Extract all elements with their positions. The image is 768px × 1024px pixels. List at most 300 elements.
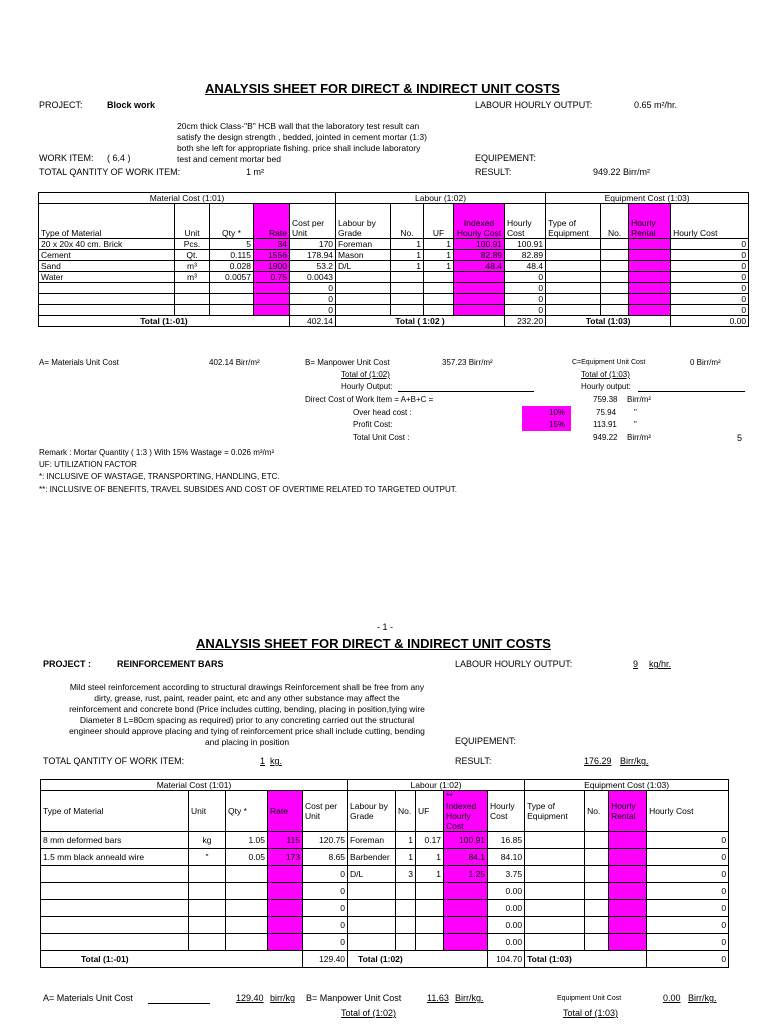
col-header: Unit <box>175 204 210 239</box>
material-type: Water <box>39 272 175 283</box>
equipment-type <box>525 917 585 934</box>
material-unit <box>189 900 226 917</box>
equipment-hourly-cost: 0 <box>647 866 729 883</box>
equipment-hourly-cost: 0 <box>671 250 749 261</box>
total-equipment-label: Total (1:03) <box>525 951 647 968</box>
labour-no <box>391 283 424 294</box>
material-rate <box>268 866 303 883</box>
labour-grade: Mason <box>336 250 391 261</box>
equipment-unit-cost-value: 0 Birr/m² <box>690 358 721 367</box>
equipment-type <box>525 832 585 849</box>
material-rate <box>254 294 290 305</box>
material-unit: Qt. <box>175 250 210 261</box>
labour-indexed-hourly-cost <box>454 283 505 294</box>
cost-table-1 <box>38 192 749 327</box>
col-header: UF <box>424 204 454 239</box>
material-cost-per-unit: 0 <box>303 866 348 883</box>
material-unit <box>189 866 226 883</box>
labour-output-value-2: 9 <box>633 659 639 669</box>
labour-no <box>396 917 416 934</box>
table-row <box>41 900 729 917</box>
description-line: engineer should approve placing and tying of reinforcement price shall include cutting, bending <box>69 726 425 736</box>
labour-uf: 1 <box>424 261 454 272</box>
labour-grade: D/L <box>348 866 396 883</box>
labour-indexed-hourly-cost <box>454 294 505 305</box>
labour-uf <box>424 283 454 294</box>
description-line: Diameter 8 L=80cm spacing as required) prior to any concreting carried out the structural <box>79 715 415 725</box>
equipment-no <box>585 866 609 883</box>
cost-table-2 <box>40 779 729 968</box>
overhead-label: Over head cost : <box>353 408 412 417</box>
labour-hourly-cost: 0.00 <box>488 917 525 934</box>
labour-uf: 1 <box>424 239 454 250</box>
labour-output-label-2: LABOUR HOURLY OUTPUT: <box>455 659 573 669</box>
description-line: 20cm thick Class-"B" HCB wall that the laboratory test result can <box>177 121 420 131</box>
material-type <box>41 883 189 900</box>
material-cost-per-unit: 178.94 <box>290 250 336 261</box>
material-rate <box>268 934 303 951</box>
material-cost-per-unit: 0 <box>303 900 348 917</box>
equipment-hourly-rental <box>609 866 647 883</box>
material-type <box>39 294 175 305</box>
equipment-type <box>525 934 585 951</box>
hourly-output-label-2: Hourly output: <box>581 382 631 391</box>
material-type <box>41 934 189 951</box>
remark-mortar: Remark : Mortar Quantity ( 1:3 ) With 15% Wastage = 0.026 m³/m² <box>39 448 275 457</box>
equipment-hourly-rental <box>609 832 647 849</box>
work-description-2 <box>42 682 452 748</box>
labour-uf <box>416 917 444 934</box>
profit-label: Profit Cost: <box>353 420 393 429</box>
labour-indexed-hourly-cost: 100.91 <box>444 832 488 849</box>
material-unit: m³ <box>175 272 210 283</box>
materials-unit-cost-value-2: 129.40 <box>236 993 264 1003</box>
description-line: test and cement mortar bed <box>177 154 281 164</box>
equipment-hourly-cost: 0 <box>647 832 729 849</box>
ditto-mark: " <box>634 408 637 417</box>
labour-grade: Foreman <box>336 239 391 250</box>
sheet-title-2: ANALYSIS SHEET FOR DIRECT & INDIRECT UNIT COSTS <box>196 636 551 651</box>
equipment-hourly-rental <box>629 305 671 316</box>
material-unit <box>189 917 226 934</box>
manpower-unit-cost-unit-2: Birr/kg. <box>455 993 484 1003</box>
labour-uf <box>416 934 444 951</box>
material-cost-per-unit: 0 <box>290 283 336 294</box>
equipment-hourly-rental <box>629 272 671 283</box>
labour-no: 1 <box>391 239 424 250</box>
labour-grade <box>336 305 391 316</box>
labour-hourly-cost: 3.75 <box>488 866 525 883</box>
labour-indexed-hourly-cost: 1.25 <box>444 866 488 883</box>
labour-no <box>396 934 416 951</box>
material-rate: 173 <box>268 849 303 866</box>
material-type: Sand <box>39 261 175 272</box>
material-qty: 1.05 <box>226 832 268 849</box>
col-header: Hourly Cost <box>647 791 729 832</box>
labour-uf: 0.17 <box>416 832 444 849</box>
material-unit: Pcs. <box>175 239 210 250</box>
col-header: Indexed Hourly Cost <box>454 204 505 239</box>
material-qty: 0.0057 <box>210 272 254 283</box>
equipment-no <box>585 883 609 900</box>
labour-output-label: LABOUR HOURLY OUTPUT: <box>475 100 593 110</box>
labour-output-unit-2: kg/hr. <box>649 659 672 669</box>
work-description <box>177 121 427 165</box>
result-value: 949.22 Birr/m² <box>593 167 651 177</box>
equipment-type <box>546 305 601 316</box>
side-number: 5 <box>737 433 743 443</box>
col-header: Qty * <box>226 791 268 832</box>
equipment-hourly-cost: 0 <box>671 261 749 272</box>
material-rate <box>254 305 290 316</box>
labour-no: 1 <box>391 250 424 261</box>
equipment-unit-cost-label: C=Equipment Unit Cost <box>572 359 646 366</box>
manpower-unit-cost-value-2: 11.63 <box>427 993 449 1003</box>
labour-indexed-hourly-cost: 82.89 <box>454 250 505 261</box>
equipment-hourly-cost: 0 <box>647 900 729 917</box>
project-value-2: REINFORCEMENT BARS <box>117 659 224 669</box>
material-rate <box>268 883 303 900</box>
equipment-type <box>546 283 601 294</box>
hourly-output-line <box>398 391 534 392</box>
labour-hourly-cost: 100.91 <box>505 239 546 250</box>
col-header: Type of Material <box>41 791 189 832</box>
table-row <box>41 934 729 951</box>
total-quantity-label: TOTAL QANTITY OF WORK ITEM: <box>39 167 181 177</box>
material-type: 8 mm deformed bars <box>41 832 189 849</box>
equipment-no <box>601 239 629 250</box>
labour-grade <box>348 883 396 900</box>
labour-grade <box>348 900 396 917</box>
labour-hourly-cost: 84.10 <box>488 849 525 866</box>
group-header-equipment: Equipment Cost (1:03) <box>546 193 749 204</box>
equipment-type <box>525 900 585 917</box>
labour-no: 1 <box>396 849 416 866</box>
labour-indexed-hourly-cost: 48.4 <box>454 261 505 272</box>
equipment-label: EQUIPEMENT: <box>475 153 537 163</box>
equipment-no <box>601 283 629 294</box>
material-qty: 5 <box>210 239 254 250</box>
equipment-hourly-cost: 0 <box>671 305 749 316</box>
table-row <box>39 272 749 283</box>
material-rate: 115 <box>268 832 303 849</box>
col-header: No. <box>391 204 424 239</box>
equipment-type <box>525 866 585 883</box>
material-qty <box>210 294 254 305</box>
equipment-label-2: EQUIPEMENT: <box>455 736 517 746</box>
description-line: Mild steel reinforcement according to structural drawings Reinforcement shall be free from any <box>69 682 425 692</box>
equipment-type <box>546 272 601 283</box>
direct-cost-unit: Birr/m² <box>627 395 651 404</box>
labour-indexed-hourly-cost <box>444 934 488 951</box>
equipment-no <box>585 900 609 917</box>
material-unit <box>189 883 226 900</box>
equipment-no <box>601 294 629 305</box>
material-rate: 34 <box>254 239 290 250</box>
labour-indexed-hourly-cost: 84.1 <box>444 849 488 866</box>
equipment-no <box>601 305 629 316</box>
total-equipment-value: 0 <box>647 951 729 968</box>
material-type: 1.5 mm black anneald wire <box>41 849 189 866</box>
total-of-labour: Total of (1:02) <box>341 370 390 379</box>
material-rate: 0.75 <box>254 272 290 283</box>
work-item-value: ( 6.4 ) <box>107 153 131 163</box>
labour-no: 1 <box>396 832 416 849</box>
group-header-material: Material Cost (1:01) <box>41 780 348 791</box>
labour-hourly-cost: 0 <box>505 272 546 283</box>
material-type <box>39 283 175 294</box>
total-row <box>39 316 749 327</box>
col-header: Rate <box>268 791 303 832</box>
labour-indexed-hourly-cost <box>454 305 505 316</box>
group-header-equipment: Equipment Cost (1:03) <box>525 780 729 791</box>
ditto-mark: " <box>634 420 637 429</box>
materials-unit-cost-unit-2: birr/kg <box>270 993 296 1003</box>
total-quantity-label-2: TOTAL QANTITY OF WORK ITEM: <box>43 756 185 766</box>
material-qty: 0.05 <box>226 849 268 866</box>
description-line: reinforcement and concrete bond (Price includes cutting, bending, placing in position,tying wire <box>69 704 425 714</box>
profit-value: 113.91 <box>593 420 617 429</box>
material-rate <box>268 917 303 934</box>
material-unit: kg <box>189 832 226 849</box>
material-cost-per-unit: 170 <box>290 239 336 250</box>
equipment-hourly-rental <box>629 239 671 250</box>
material-unit: m³ <box>175 261 210 272</box>
labour-hourly-cost: 0 <box>505 305 546 316</box>
labour-grade <box>348 934 396 951</box>
labour-grade: Barbender <box>348 849 396 866</box>
col-header: Hourly Rental <box>609 791 647 832</box>
labour-hourly-cost: 0.00 <box>488 934 525 951</box>
total-equipment-value: 0.00 <box>671 316 749 327</box>
equipment-type <box>546 294 601 305</box>
overhead-value: 75.94 <box>596 408 617 417</box>
table-row <box>41 866 729 883</box>
labour-no <box>391 294 424 305</box>
col-header: Type of Equipment <box>525 791 585 832</box>
total-material-label: Total (1:-01) <box>41 951 303 968</box>
equipment-hourly-cost: 0 <box>647 849 729 866</box>
col-header: Hourly Rental <box>629 204 671 239</box>
material-rate <box>268 900 303 917</box>
labour-grade <box>336 272 391 283</box>
total-quantity-value: 1 m² <box>246 167 264 177</box>
equipment-hourly-cost: 0 <box>647 934 729 951</box>
total-of-labour-2: Total of (1:02) <box>341 1008 397 1018</box>
col-header: Hourly Cost <box>505 204 546 239</box>
col-header: Hourly Cost <box>671 204 749 239</box>
material-qty <box>210 283 254 294</box>
manpower-unit-cost-label: B= Manpower Unit Cost <box>305 358 390 367</box>
material-type: Cement <box>39 250 175 261</box>
equipment-hourly-cost: 0 <box>647 917 729 934</box>
equipment-no <box>585 934 609 951</box>
labour-uf: 1 <box>416 849 444 866</box>
material-cost-per-unit: 120.75 <box>303 832 348 849</box>
material-cost-per-unit: 8.65 <box>303 849 348 866</box>
manpower-unit-cost-value: 357.23 Birr/m² <box>442 358 493 367</box>
material-cost-per-unit: 0.0043 <box>290 272 336 283</box>
project-label-2: PROJECT : <box>43 659 92 669</box>
material-type <box>41 917 189 934</box>
equipment-hourly-cost: 0 <box>647 883 729 900</box>
total-labour-label: Total (1:02) <box>348 951 488 968</box>
col-header: ** Indexed Hourly Cost <box>444 791 488 832</box>
labour-hourly-cost: 0.00 <box>488 883 525 900</box>
project-value: Block work <box>107 100 156 110</box>
labour-uf: 1 <box>416 866 444 883</box>
table-row <box>41 883 729 900</box>
equipment-type <box>546 261 601 272</box>
col-header: No. <box>601 204 629 239</box>
labour-indexed-hourly-cost <box>454 272 505 283</box>
equipment-no <box>585 832 609 849</box>
result-value-2: 176.29 <box>584 756 612 766</box>
material-qty: 0.115 <box>210 250 254 261</box>
labour-hourly-cost: 16.85 <box>488 832 525 849</box>
equipment-hourly-rental <box>629 283 671 294</box>
table-row <box>39 294 749 305</box>
direct-cost-label: Direct Cost of Work Item = A+B+C = <box>305 395 434 404</box>
table-row <box>41 917 729 934</box>
labour-no: 1 <box>391 261 424 272</box>
total-material-value: 129.40 <box>303 951 348 968</box>
equipment-hourly-rental <box>609 883 647 900</box>
result-unit-2: Birr/kg. <box>620 756 649 766</box>
col-header: Cost per Unit <box>303 791 348 832</box>
total-quantity-unit-2: kg. <box>270 756 283 766</box>
labour-no <box>391 272 424 283</box>
equipment-hourly-rental <box>629 250 671 261</box>
col-header: No. <box>585 791 609 832</box>
total-row <box>41 951 729 968</box>
material-cost-per-unit: 0 <box>303 917 348 934</box>
material-type <box>39 305 175 316</box>
labour-no <box>396 883 416 900</box>
material-unit <box>175 305 210 316</box>
equipment-hourly-rental <box>609 900 647 917</box>
material-type <box>41 900 189 917</box>
remark-star: *: INCLUSIVE OF WASTAGE, TRANSPORTING, HANDLING, ETC. <box>39 472 280 481</box>
material-unit <box>175 294 210 305</box>
hourly-output-line-2 <box>638 391 745 392</box>
group-header-material: Material Cost (1:01) <box>39 193 336 204</box>
material-cost-per-unit: 53.2 <box>290 261 336 272</box>
project-label: PROJECT: <box>39 100 83 110</box>
material-cost-per-unit: 0 <box>290 305 336 316</box>
table-row <box>39 283 749 294</box>
labour-grade: Foreman <box>348 832 396 849</box>
labour-no <box>396 900 416 917</box>
remark-double-star: **: INCLUSIVE OF BENEFITS, TRAVEL SUBSIDES AND COST OF OVERTIME RELATED TO TARGETED OUTPUT. <box>39 485 458 494</box>
material-type: 20 x 20x 40 cm. Brick <box>39 239 175 250</box>
col-header: Type of Material <box>39 204 175 239</box>
equipment-no <box>585 917 609 934</box>
equipment-unit-cost-unit-2: Birr/kg. <box>688 993 717 1003</box>
table-row <box>39 239 749 250</box>
description-line: dirty, grease, rust, paint, reader paint, etc and any other substance may affect the <box>94 693 400 703</box>
material-qty <box>226 917 268 934</box>
col-header: UF <box>416 791 444 832</box>
equipment-hourly-cost: 0 <box>671 283 749 294</box>
result-label: RESULT: <box>475 167 512 177</box>
equipment-no <box>585 849 609 866</box>
col-header: Type of Equipment <box>546 204 601 239</box>
labour-grade <box>336 283 391 294</box>
equipment-no <box>601 272 629 283</box>
labour-uf: 1 <box>424 250 454 261</box>
material-cost-per-unit: 0 <box>303 934 348 951</box>
total-of-equipment-2: Total of (1:03) <box>563 1008 619 1018</box>
total-unit-cost-unit: Birr/m² <box>627 433 651 442</box>
material-unit <box>189 934 226 951</box>
total-equipment-label: Total (1:03) <box>546 316 671 327</box>
description-line: both she left for appropriate fishing. price shall include laboratory <box>177 143 421 153</box>
equipment-unit-cost-label-2: Equipment Unit Cost <box>557 995 622 1002</box>
underline-blank <box>148 1003 210 1004</box>
group-header-labour: Labour (1:02) <box>348 780 525 791</box>
equipment-hourly-rental <box>629 294 671 305</box>
profit-percent: 15% <box>549 420 566 429</box>
total-of-equipment: Total of (1:03) <box>581 370 630 379</box>
labour-hourly-cost: 0 <box>505 294 546 305</box>
total-labour-value: 232.20 <box>505 316 546 327</box>
total-unit-cost-label: Total Unit Cost : <box>353 433 410 442</box>
group-header-labour: Labour (1:02) <box>336 193 546 204</box>
material-unit <box>175 283 210 294</box>
col-header: Hourly Cost <box>488 791 525 832</box>
equipment-no <box>601 261 629 272</box>
page-number: - 1 - <box>377 622 394 632</box>
material-cost-per-unit: 0 <box>303 883 348 900</box>
table-row <box>41 832 729 849</box>
equipment-hourly-rental <box>609 934 647 951</box>
material-qty <box>226 934 268 951</box>
total-material-label: Total (1:-01) <box>39 316 290 327</box>
total-material-value: 402.14 <box>290 316 336 327</box>
col-header: Unit <box>189 791 226 832</box>
overhead-percent: 10% <box>549 408 566 417</box>
material-unit: " <box>189 849 226 866</box>
column-header-row <box>39 204 749 239</box>
labour-uf <box>424 272 454 283</box>
description-line: satisfy the design strength , bedded, jointed in cement mortar (1:3) <box>177 132 427 142</box>
equipment-hourly-rental <box>629 261 671 272</box>
result-label-2: RESULT: <box>455 756 492 766</box>
manpower-unit-cost-label-2: B= Manpower Unit Cost <box>306 993 402 1003</box>
labour-grade: D/L <box>336 261 391 272</box>
material-qty <box>226 900 268 917</box>
material-qty <box>210 305 254 316</box>
material-rate <box>254 283 290 294</box>
table-row <box>41 849 729 866</box>
equipment-type <box>525 883 585 900</box>
equipment-hourly-cost: 0 <box>671 239 749 250</box>
material-rate: 1900 <box>254 261 290 272</box>
description-line: and placing in position <box>204 737 290 747</box>
material-qty <box>226 866 268 883</box>
table-row <box>39 261 749 272</box>
materials-unit-cost-value: 402.14 Birr/m² <box>209 358 260 367</box>
remark-uf: UF: UTILIZATION FACTOR <box>39 460 137 469</box>
equipment-type <box>546 239 601 250</box>
labour-uf <box>416 900 444 917</box>
material-cost-per-unit: 0 <box>290 294 336 305</box>
labour-hourly-cost: 0.00 <box>488 900 525 917</box>
col-header: Labour by Grade <box>348 791 396 832</box>
labour-hourly-cost: 82.89 <box>505 250 546 261</box>
labour-hourly-cost: 48.4 <box>505 261 546 272</box>
